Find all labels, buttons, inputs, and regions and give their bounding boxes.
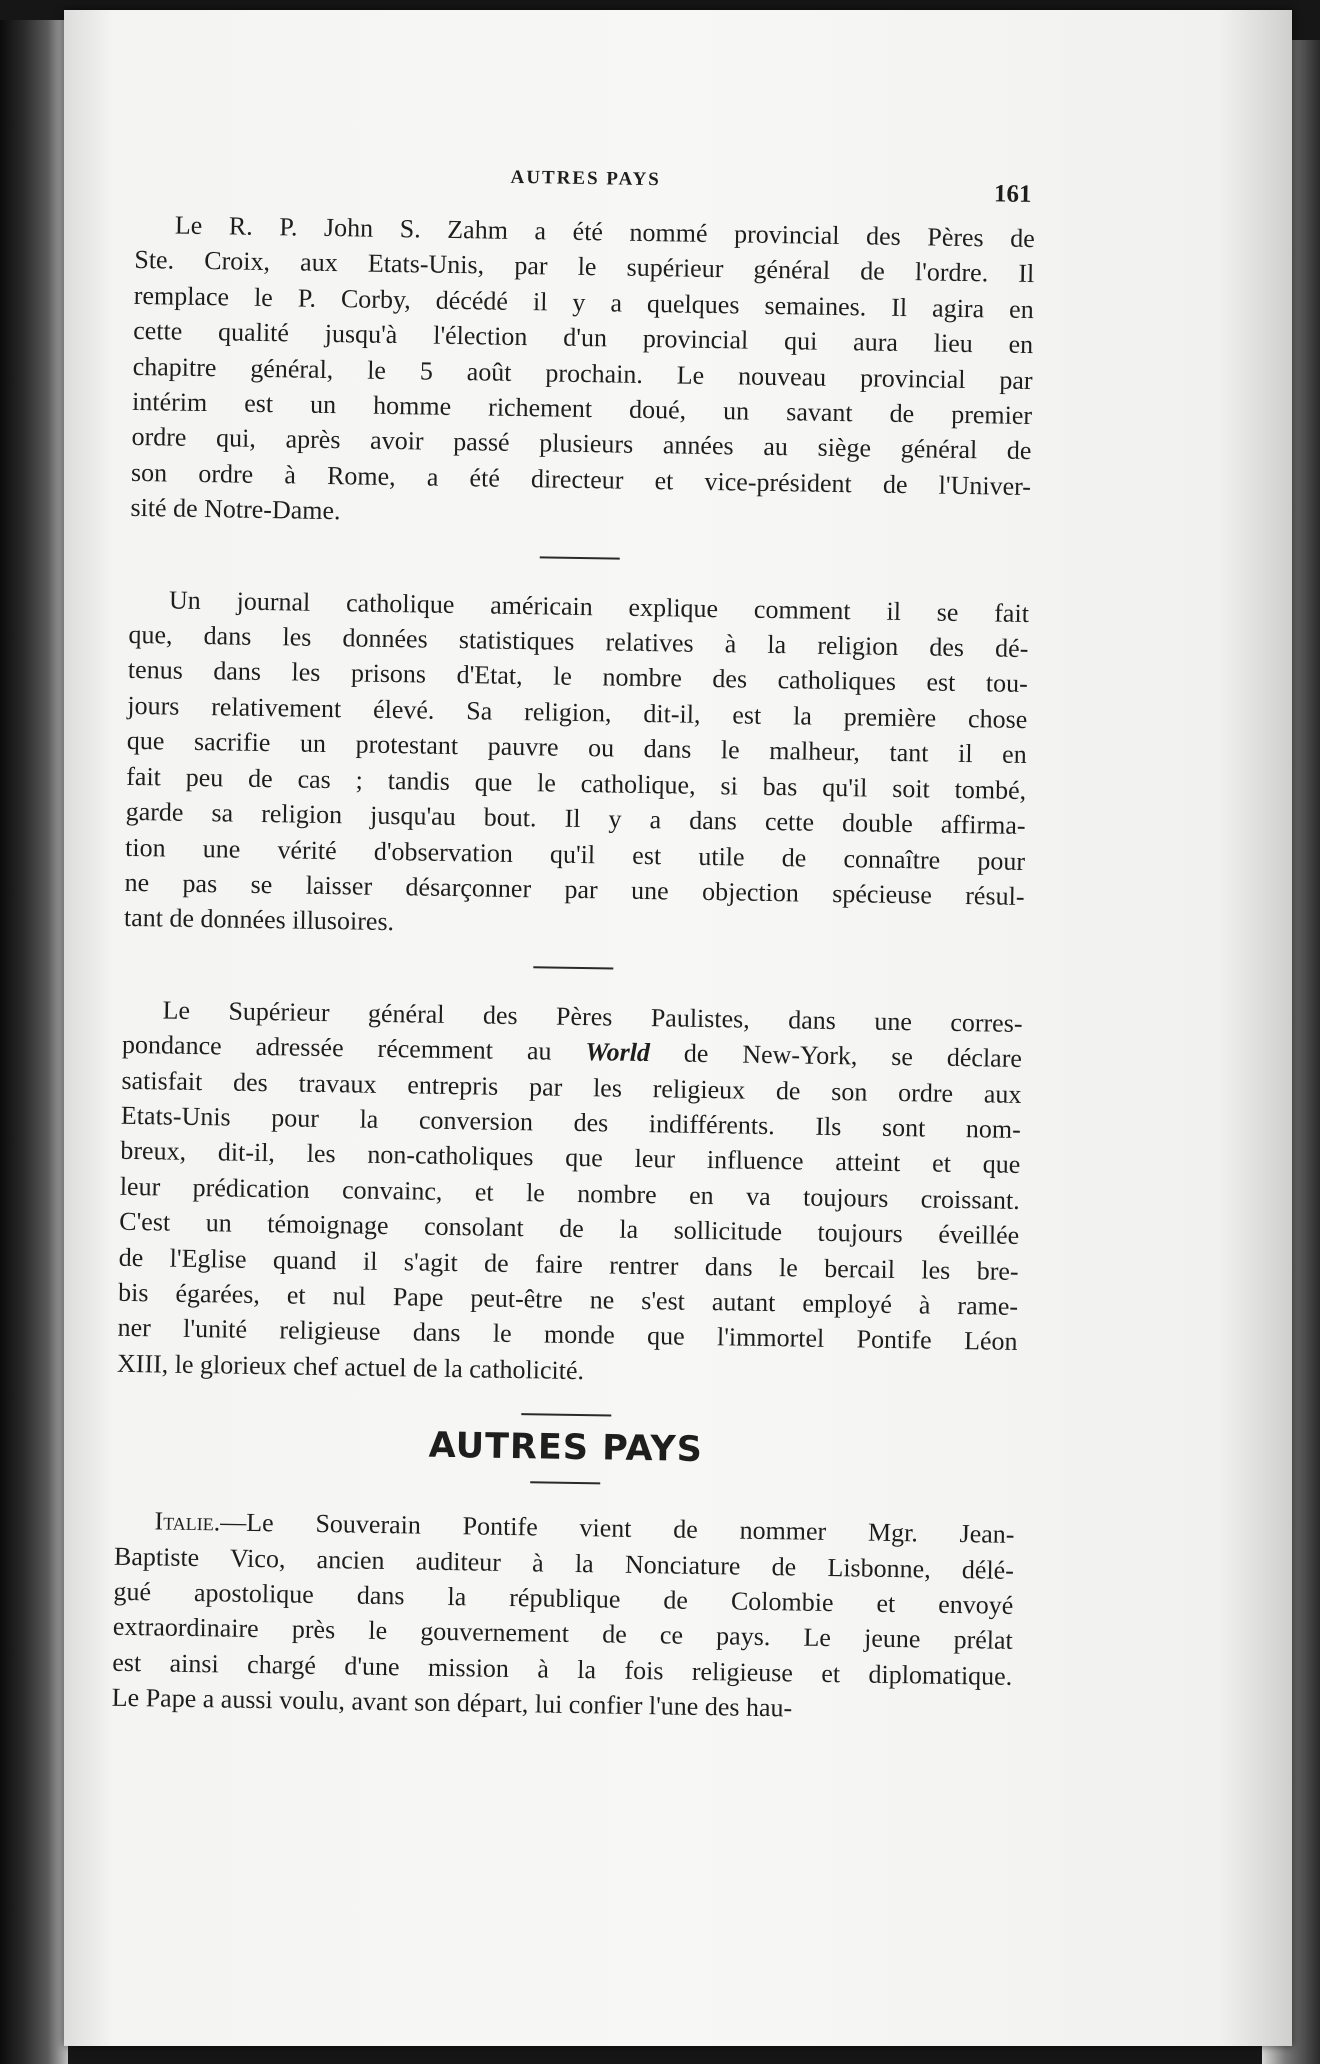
text-line: Le Pape a aussi voulu, avant son départ, lui confier l'une des hau- [111,1682,793,1723]
periodical-title: World [585,1037,651,1068]
text-line: Le R. P. John S. Zahm a été nommé provincial des Pères de [174,210,1036,254]
text-line: XIII, le glorieux chef actuel de la catholicité. [116,1348,585,1385]
text-line: Etats-Unis pour la conversion des indifférents. Ils sont nom- [120,1100,1022,1144]
text-line: tenus dans les prisons d'Etat, le nombre des catholiques est tou- [127,655,1029,699]
text-line: Baptiste Vico, ancien auditeur à la Nonciature de Lisbonne, délé- [113,1541,1015,1585]
text-fragment: de New-York, se déclare [649,1038,1023,1074]
text-line: breux, dit-il, les non-catholiques que leur influence atteint et que [120,1136,1021,1180]
book-spine-edge [0,20,68,2064]
text-line: que sacrifie un protestant pauvre ou dans le malheur, tant il en [126,726,1027,770]
text-line: remplace le P. Corby, décédé il y a quelques semaines. Il agira en [133,280,1034,324]
text-line: jours relativement élevé. Sa religion, dit-il, est la première chose [127,690,1028,734]
running-title: AUTRES PAYS [510,166,662,191]
text-fragment: pondance adressée récemment au [121,1029,586,1067]
text-line: garde sa religion jusqu'au bout. Il y a dans cette double affirma- [125,796,1026,841]
separator-rule [530,1481,600,1484]
paragraph-paulistes [117,992,1023,1396]
text-line: gué apostolique dans la république de Colombie et envoyé [113,1576,1014,1620]
paragraph-italie [112,1503,1015,1730]
text-line: cette qualité jusqu'à l'élection d'un provincial qui aura lieu en [133,316,1034,360]
text-line: C'est un témoignage consolant de la sollicitude toujours éveillée [119,1206,1020,1251]
page-text-block [112,153,1036,1730]
text-line: ner l'unité religieuse dans le monde que l'immortel Pontife Léon [117,1313,1018,1357]
text-line: que, dans les données statistiques relatives à la religion des dé- [128,619,1029,664]
page-number: 161 [993,180,1032,209]
text-line: son ordre à Rome, a été directeur et vice-président de l'Univer- [130,457,1032,501]
separator-rule [540,556,620,559]
text-line: de l'Eglise quand il s'agit de faire rentrer dans le bercail les bre- [118,1242,1019,1286]
text-line: satisfait des travaux entrepris par les religieux de son ordre aux [121,1065,1022,1109]
text-line: intérim est un homme richement doué, un savant de premier [131,386,1033,431]
text-line: chapitre général, le 5 août prochain. Le nouveau provincial par [132,351,1033,395]
text-line: extraordinaire près le gouvernement de ce pays. Le jeune prélat [112,1612,1014,1656]
text-line: leur prédication convainc, et le nombre en va toujours croissant. [119,1171,1020,1215]
separator-rule [521,1413,611,1416]
text-line: Ste. Croix, aux Etats-Unis, par le supérieur général de l'ordre. Il [134,245,1035,289]
text-line: ordre qui, après avoir passé plusieurs années au siège général de [131,422,1032,466]
text-line: fait peu de cas ; tandis que le catholique, si bas qu'il soit tombé, [126,761,1027,805]
section-heading: AUTRES PAYS [428,1425,704,1471]
text-line: Le Supérieur général des Pères Paulistes, dans une corres- [162,995,1023,1038]
country-lead-in: Italie. [154,1506,221,1537]
separator-rule [533,966,613,969]
text-line: bis égarées, et nul Pape peut-être ne s'est autant employé à rame- [117,1277,1019,1321]
paragraph-zahm [130,207,1035,540]
text-line: tion une vérité d'observation qu'il est utile de connaître pour [124,832,1026,876]
text-line: tant de données illusoires. [123,903,395,937]
paragraph-journal [124,582,1029,950]
text-fragment: —Le Souverain Pontife vient de nommer Mgr. Jean- [220,1507,1015,1550]
text-line: est ainsi chargé d'une mission à la fois religieuse et diplomatique. [112,1647,1013,1691]
text-line: sité de Notre-Dame. [130,493,341,526]
text-line: Un journal catholique américain explique comment il se fait [168,585,1030,628]
text-line: ne pas se laisser désarçonner par une objection spécieuse résul- [124,867,1025,911]
